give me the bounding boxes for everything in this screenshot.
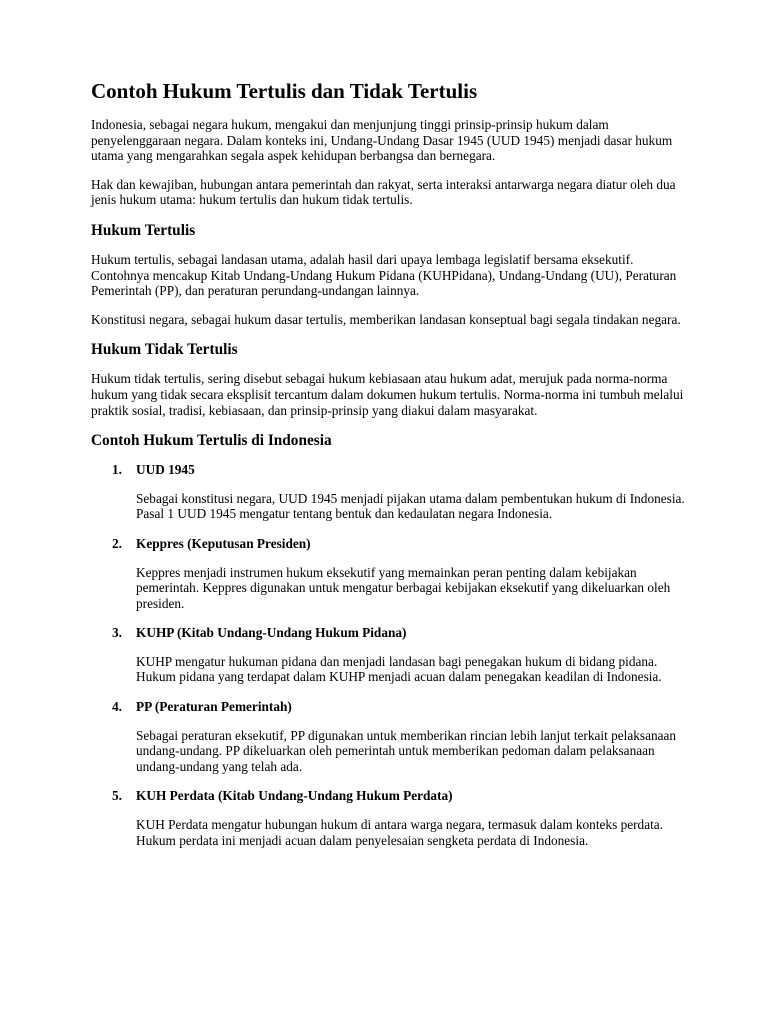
list-item-number: 5. <box>112 788 122 804</box>
list-item-number: 1. <box>112 462 122 478</box>
list-item <box>91 462 691 522</box>
list-item-text: Sebagai peraturan eksekutif, PP digunakan untuk memberikan rincian lebih lanjut terkait pelaksanaan undang-undang. PP dikeluarkan oleh pemerintah untuk memberikan pedoman dalam pelaksanaan undang-undang yang telah ada. <box>136 727 677 774</box>
list-item-title: KUH Perdata (Kitab Undang-Undang Hukum Perdata) <box>136 788 453 804</box>
examples-list <box>91 462 691 848</box>
document-body <box>91 79 691 862</box>
section-heading-hukum-tidak-tertulis: Hukum Tidak Tertulis <box>91 341 238 359</box>
page-title: Contoh Hukum Tertulis dan Tidak Tertulis <box>91 79 478 103</box>
intro-paragraph: Indonesia, sebagai negara hukum, mengakui dan menjunjung tinggi prinsip-prinsip hukum dalam penyelenggaraan negara. Dalam konteks ini, Undang-Undang Dasar 1945 (UUD 1945) menjadi dasar hukum utama yang mengarahkan segala aspek kehidupan berbangsa dan bernegara. <box>91 117 673 164</box>
list-item-text: KUHP mengatur hukuman pidana dan menjadi landasan bagi penegakan hukum di bidang pidana. Hukum pidana yang terdapat dalam KUHP menjadi acuan dalam penegakan keadilan di Indonesia. <box>136 653 662 685</box>
list-item-text: Sebagai konstitusi negara, UUD 1945 menjadi pijakan utama dalam pembentukan hukum di Indonesia. Pasal 1 UUD 1945 mengatur tentang bentuk dan kedaulatan negara Indonesia. <box>136 490 685 522</box>
list-item-number: 4. <box>112 699 122 715</box>
list-item-title: UUD 1945 <box>136 462 195 478</box>
list-item <box>91 699 691 774</box>
section-paragraph: Konstitusi negara, sebagai hukum dasar tertulis, memberikan landasan konseptual bagi segala tindakan negara. <box>91 311 681 327</box>
list-item-number: 2. <box>112 535 122 551</box>
intro-paragraph: Hak dan kewajiban, hubungan antara pemerintah dan rakyat, serta interaksi antarwarga negara diatur oleh dua jenis hukum utama: hukum tertulis dan hukum tidak tertulis. <box>91 176 676 208</box>
list-item <box>91 536 691 611</box>
list-item-text: Keppres menjadi instrumen hukum eksekutif yang memainkan peran penting dalam kebijakan pemerintah. Keppres digunakan untuk mengatur berbagai kebijakan eksekutif yang dikeluarkan oleh presiden. <box>136 564 671 611</box>
list-item <box>91 788 691 848</box>
section-heading-hukum-tertulis: Hukum Tertulis <box>91 221 196 239</box>
section-heading-contoh: Contoh Hukum Tertulis di Indonesia <box>91 432 332 450</box>
list-item-text: KUH Perdata mengatur hubungan hukum di antara warga negara, termasuk dalam konteks perdata. Hukum perdata ini menjadi acuan dalam penyelesaian sengketa perdata di Indonesia. <box>136 817 664 848</box>
section-paragraph: Hukum tidak tertulis, sering disebut sebagai hukum kebiasaan atau hukum adat, merujuk pada norma-norma hukum yang tidak secara eksplisit tercantum dalam dokumen hukum tertulis. Norma-norma ini tumbuh melalui praktik sosial, tradisi, kebiasaan, dan prinsip-prinsip yang diakui dalam masyarakat. <box>91 371 684 418</box>
list-item <box>91 625 691 685</box>
list-item-title: KUHP (Kitab Undang-Undang Hukum Pidana) <box>136 625 407 641</box>
list-item-title: PP (Peraturan Pemerintah) <box>136 699 292 715</box>
list-item-title: Keppres (Keputusan Presiden) <box>136 535 311 551</box>
list-item-number: 3. <box>112 625 122 641</box>
section-paragraph: Hukum tertulis, sebagai landasan utama, adalah hasil dari upaya lembaga legislatif bersama eksekutif. Contohnya mencakup Kitab Undang-Undang Hukum Pidana (KUHPidana), Undang-Undang (UU), Peraturan Pemerintah (PP), dan peraturan perundang-undangan lainnya. <box>91 251 677 299</box>
